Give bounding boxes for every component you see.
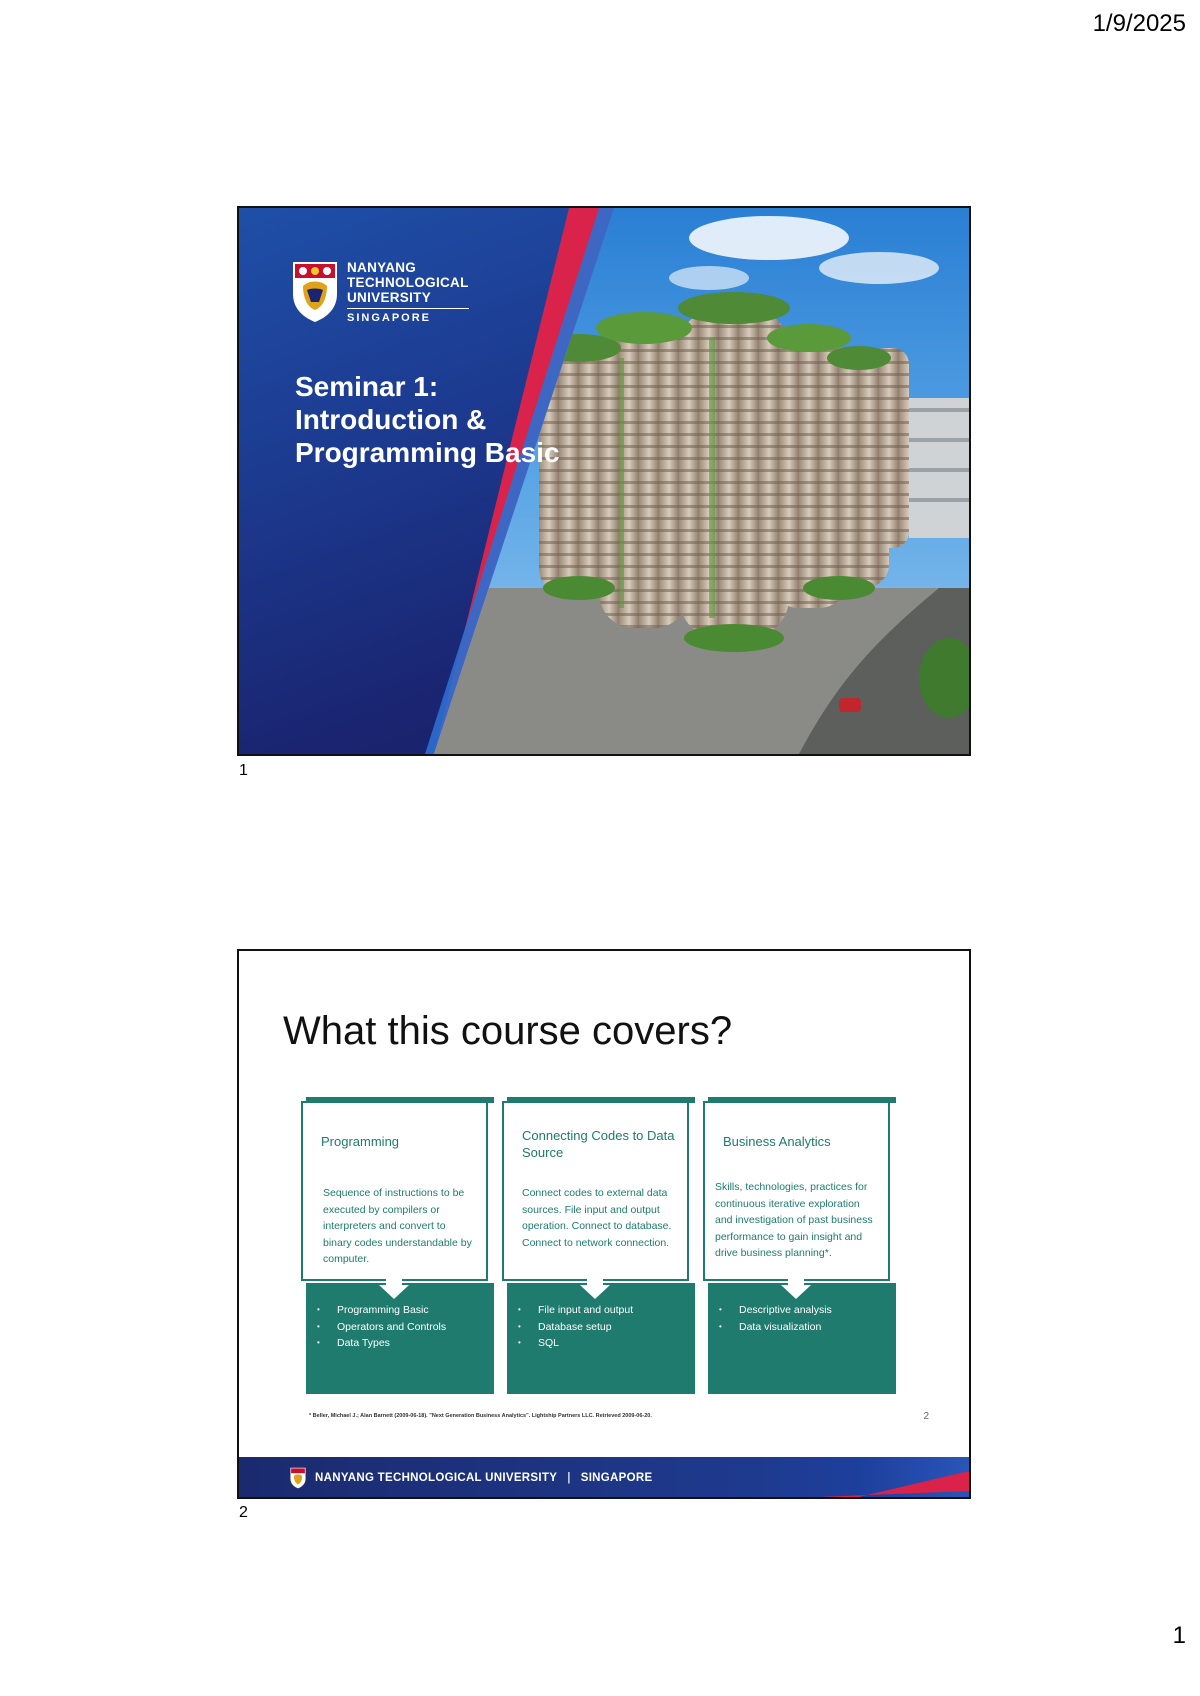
card-list <box>514 1302 633 1352</box>
card-description: Skills, technologies, practices for continuous iterative exploration and investigation of past business performance to gain insight and drive business planning*. <box>715 1181 873 1259</box>
card-description: Connect codes to external data sources. File input and output operation. Connect to database. Connect to network connection. <box>522 1187 672 1249</box>
footer-country: SINGAPORE <box>580 1472 653 1484</box>
footnote: * Beller, Michael J.; Alan Barnett (2009-06-18). "Next Generation Business Analytics". Lightship Partners LLC. Retrieved 2009-06-20. <box>309 1413 652 1419</box>
slide-2-footer <box>239 1457 969 1497</box>
logo-line-4: SINGAPORE <box>347 308 469 326</box>
card-list <box>715 1302 832 1335</box>
card-box <box>502 1101 689 1281</box>
list-item: • Database setup <box>514 1319 633 1336</box>
footer-separator: | <box>567 1472 571 1484</box>
logo-line-3: UNIVERSITY <box>347 290 432 305</box>
card-box <box>703 1101 890 1281</box>
slide-1 <box>237 206 971 756</box>
title-line-3: Programming Basic <box>295 437 560 468</box>
title-line-2: Introduction & <box>295 404 487 435</box>
footer-university: NANYANG TECHNOLOGICAL UNIVERSITY <box>315 1472 558 1484</box>
card-business-analytics <box>703 1097 896 1394</box>
slide-1-title <box>295 370 560 469</box>
card-title: Programming <box>321 1134 400 1149</box>
list-item: • Operators and Controls <box>313 1319 446 1336</box>
slide-2-index: 2 <box>239 1504 248 1521</box>
card-list <box>313 1302 446 1352</box>
slide-2-number: 2 <box>923 1411 929 1422</box>
card-programming <box>301 1097 494 1394</box>
slide-2 <box>237 949 971 1499</box>
slide-1-index: 1 <box>239 762 248 779</box>
card-connecting-codes <box>502 1097 695 1394</box>
logo-line-1: NANYANG <box>347 260 417 275</box>
list-item: • Data Types <box>313 1335 446 1352</box>
list-item: • SQL <box>514 1335 633 1352</box>
list-item: • Data visualization <box>715 1319 832 1336</box>
down-arrow-icon <box>379 1279 409 1299</box>
list-item: • Descriptive analysis <box>715 1302 832 1319</box>
logo-line-2: TECHNOLOGICAL <box>347 275 469 290</box>
ntu-logo <box>291 260 469 326</box>
card-title: Business Analytics <box>723 1134 831 1149</box>
page-number: 1 <box>1172 1622 1186 1649</box>
footer-red-stripe <box>799 1457 969 1497</box>
card-bottom-panel <box>708 1283 896 1394</box>
card-box <box>301 1101 488 1281</box>
down-arrow-icon <box>781 1279 811 1299</box>
card-title: Connecting Codes to Data Source <box>522 1128 675 1160</box>
ntu-crest-icon <box>291 260 339 324</box>
list-item: • Programming Basic <box>313 1302 446 1319</box>
card-description: Sequence of instructions to be executed by compilers or interpreters and convert to binary codes understandable by computer. <box>323 1187 472 1265</box>
list-item: • File input and output <box>514 1302 633 1319</box>
page-date: 1/9/2025 <box>1092 10 1186 37</box>
ntu-crest-icon <box>289 1467 307 1489</box>
down-arrow-icon <box>580 1279 610 1299</box>
title-line-1: Seminar 1: <box>295 371 439 402</box>
footer-logo <box>289 1467 652 1489</box>
slide-2-title: What this course covers? <box>283 1009 733 1053</box>
